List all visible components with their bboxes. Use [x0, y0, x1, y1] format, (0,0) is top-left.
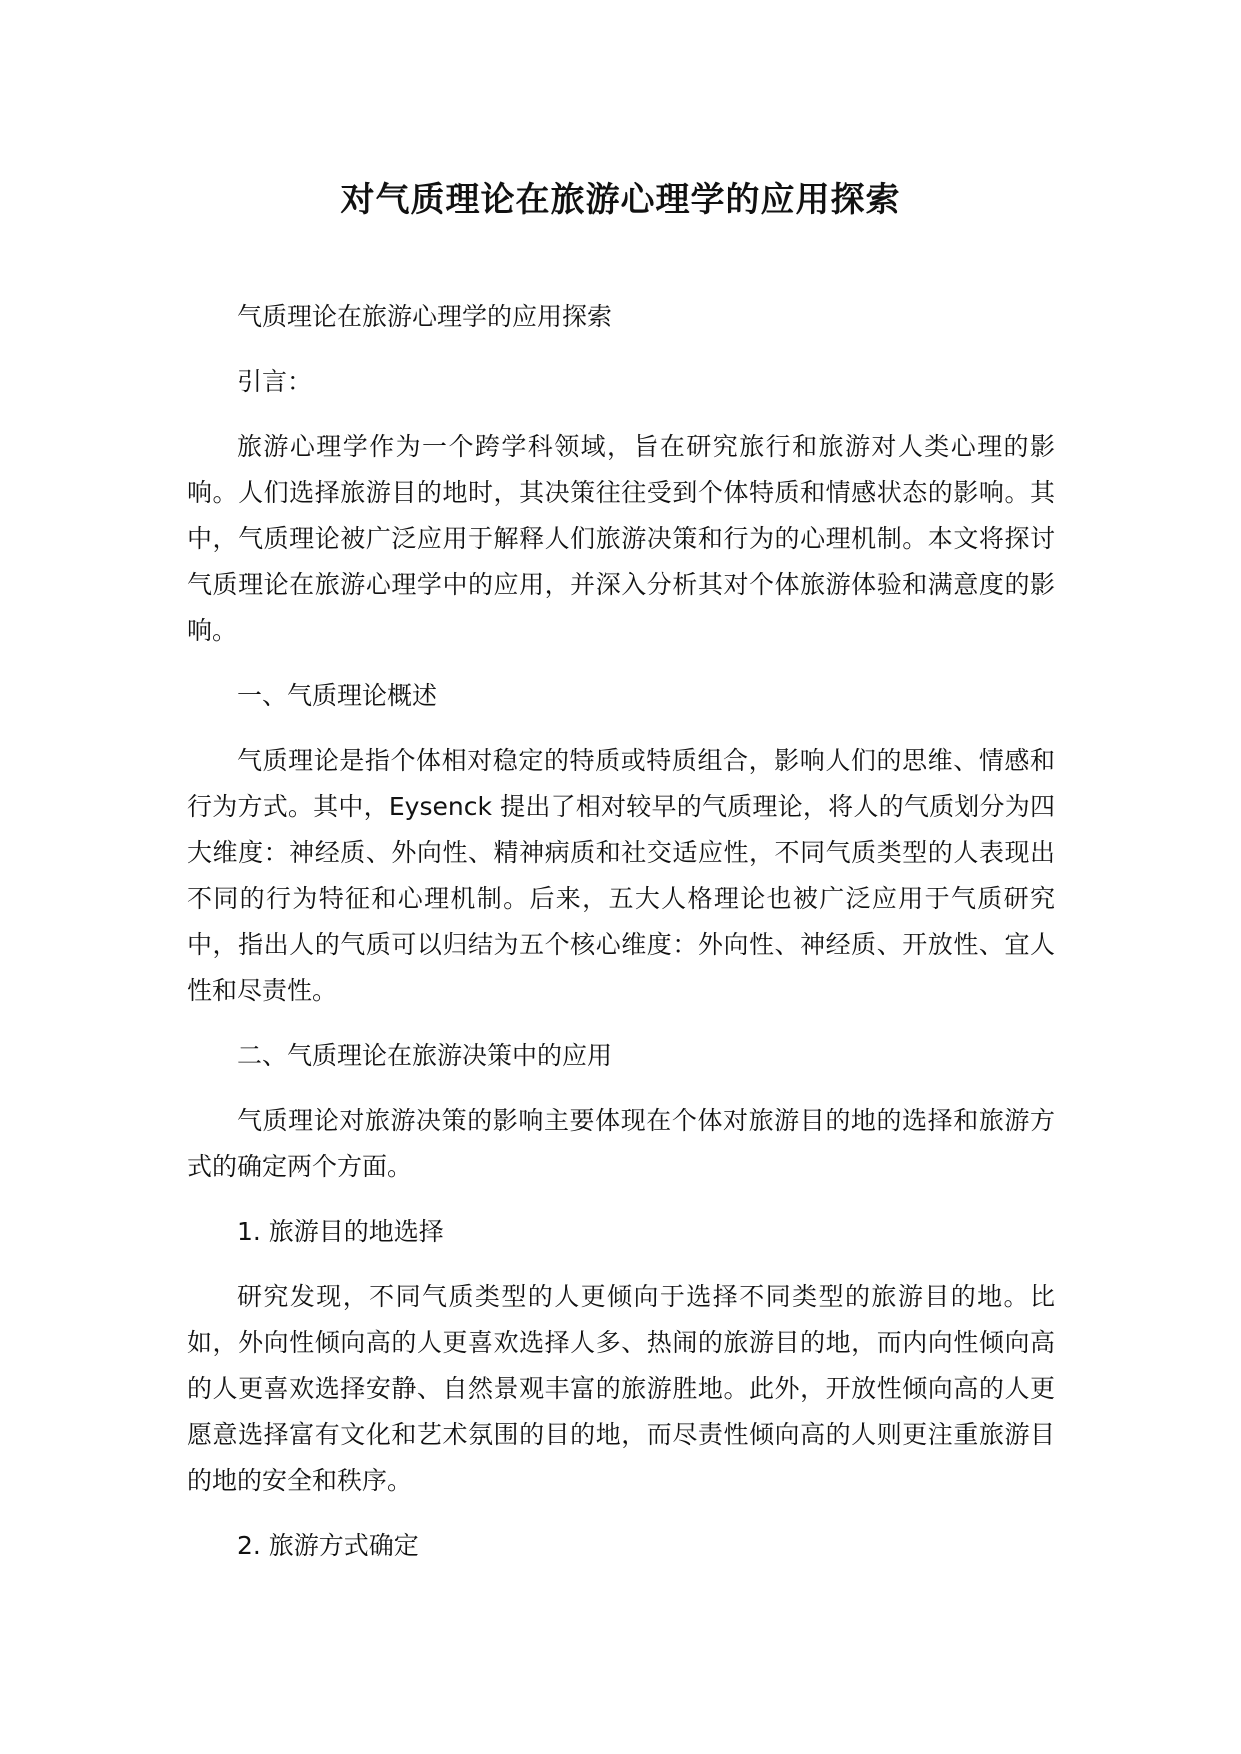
section-1-paragraph: 气质理论是指个体相对稳定的特质或特质组合，影响人们的思维、情感和行为方式。其中，Eysenck 提出了相对较早的气质理论，将人的气质划分为四大维度：神经质、外向性、精神病质和社交适应性，不同气质类型的人表现出不同的行为特征和心理机制。后来，五大人格理论也被广泛应用于气质研究中，指出人的气质可以归结为五个核心维度：外向性、神经质、开放性、宜人性和尽责性。: [187, 746, 1055, 1005]
intro-paragraph: 旅游心理学作为一个跨学科领域，旨在研究旅行和旅游对人类心理的影响。人们选择旅游目的地时，其决策往往受到个体特质和情感状态的影响。其中，气质理论被广泛应用于解释人们旅游决策和行为的心理机制。本文将探讨气质理论在旅游心理学中的应用，并深入分析其对个体旅游体验和满意度的影响。: [187, 432, 1055, 645]
section-2-paragraph: 气质理论对旅游决策的影响主要体现在个体对旅游目的地的选择和旅游方式的确定两个方面。: [187, 1106, 1055, 1181]
intro-heading: 引言：: [237, 367, 313, 396]
subsection-2-heading: 2. 旅游方式确定: [237, 1531, 419, 1560]
subsection-1-paragraph: 研究发现，不同气质类型的人更倾向于选择不同类型的旅游目的地。比如，外向性倾向高的人更喜欢选择人多、热闹的旅游目的地，而内向性倾向高的人更喜欢选择安静、自然景观丰富的旅游胜地。此外，开放性倾向高的人更愿意选择富有文化和艺术氛围的目的地，而尽责性倾向高的人则更注重旅游目的地的安全和秩序。: [187, 1282, 1055, 1495]
document-title: 对气质理论在旅游心理学的应用探索: [340, 180, 901, 220]
section-2-heading: 二、气质理论在旅游决策中的应用: [237, 1041, 613, 1070]
subsection-1-heading: 1. 旅游目的地选择: [237, 1217, 444, 1246]
document-body: [187, 294, 1055, 1569]
subtitle-paragraph: 气质理论在旅游心理学的应用探索: [237, 302, 613, 331]
section-1-heading: 一、气质理论概述: [237, 681, 438, 710]
